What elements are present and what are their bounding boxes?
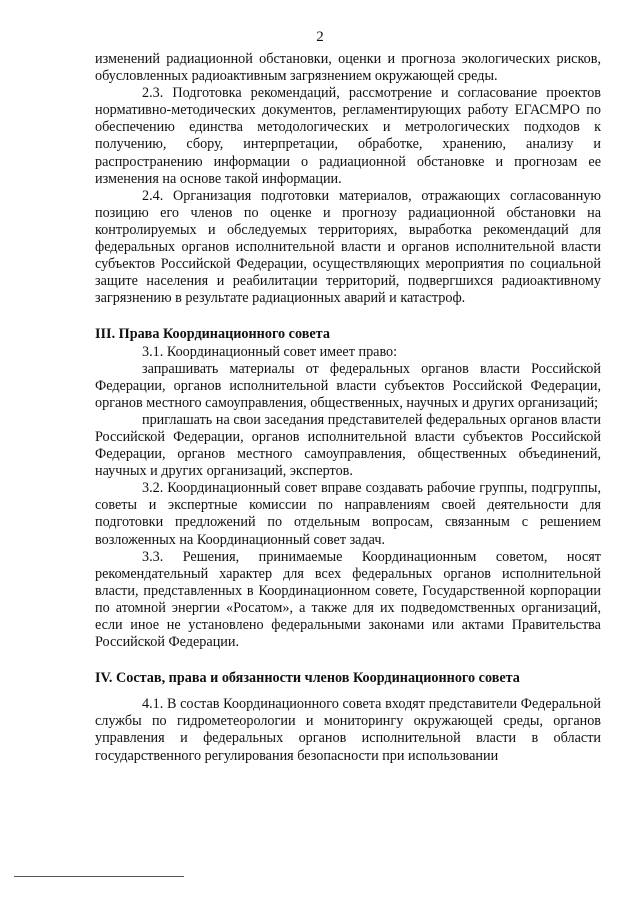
paragraph-3-1: 3.1. Координационный совет имеет право: — [142, 343, 398, 360]
section-heading-iv: IV. Состав, права и обязанности членов Координационного совета — [95, 670, 520, 687]
paragraph-3-3: 3.3. Решения, принимаемые Координационным советом, носят рекомендательный характер для всех федеральных органов исполнительной власти, представленных в Координационном совете, Государственной корпорации по атомной энергии «Росатом», а также для их подведомственных организаций, если иное не установлено федеральными законами или актами Правительства Российской Федерации. — [95, 548, 601, 651]
paragraph-continuation: изменений радиационной обстановки, оценки и прогноза экологических рисков, обусловленных радиоактивным загрязнением окружающей среды. — [95, 51, 601, 85]
paragraph-3-2: 3.2. Координационный совет вправе создавать рабочие группы, подгруппы, советы и экспертные комиссии по направлениям своей деятельности для подготовки предложений по отдельным вопросам, связанным с решением возложенных на Координационный совет задач. — [95, 480, 601, 548]
paragraph-2-3: 2.3. Подготовка рекомендаций, рассмотрение и согласование проектов нормативно-методических документов, регламентирующих работу ЕГАСМРО по обеспечению единства методологических и метрологических подходов к получению, сбору, интерпретации, обработке, хранению, анализу и распространению информации о радиационной обстановке и прогнозам ее изменения на основе такой информации. — [95, 85, 601, 187]
document-body — [95, 51, 601, 765]
footnote-separator-line — [14, 876, 184, 877]
paragraph-4-1: 4.1. В состав Координационного совета входят представители Федеральной службы по гидрометеорологии и мониторингу окружающей среды, органов управления и федеральных органов исполнительной власти в области государственного регулирования безопасности при использовании — [95, 696, 601, 764]
page-number: 2 — [316, 29, 324, 45]
paragraph-3-1-item-request: запрашивать материалы от федеральных органов власти Российской Федерации, органов исполнительной власти субъектов Российской Федерации, органов местного самоуправления, общественных, научных и других организаций; — [95, 360, 601, 411]
section-heading-iii: III. Права Координационного совета — [95, 326, 330, 343]
paragraph-3-1-item-invite: приглашать на свои заседания представителей федеральных органов власти Российской Федерации, органов исполнительной власти субъектов Российской Федерации, органов местного самоуправления, общественных объединений, научных и других организаций, экспертов. — [95, 411, 601, 480]
paragraph-2-4: 2.4. Организация подготовки материалов, отражающих согласованную позицию его членов по оценке и прогнозу радиационной обстановки на контролируемых и обследуемых территориях, выработка рекомендаций для федеральных органов исполнительной власти и органов исполнительной власти субъектов Российской Федерации, осуществляющих мероприятия по социальной защите населения и реабилитации территорий, подвергшихся радиоактивному загрязнению в результате радиационных аварий и катастроф. — [95, 187, 601, 307]
